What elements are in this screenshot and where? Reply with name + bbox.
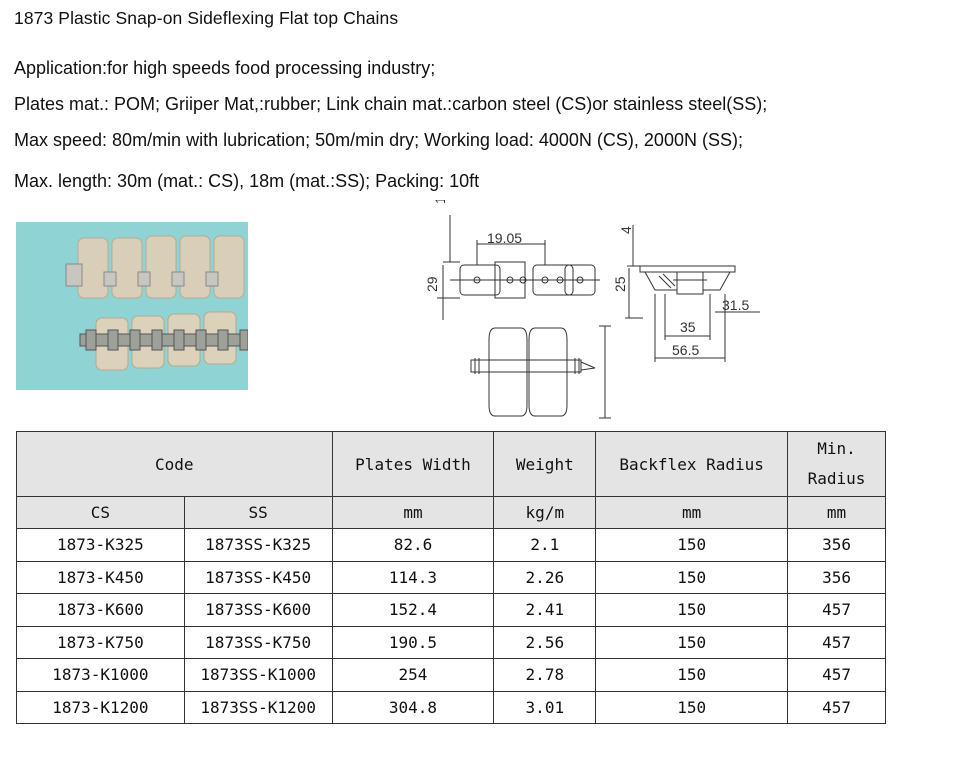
spec-length-packing: Max. length: 30m (mat.: CS), 18m (mat.:SS); Packing: 10ft (14, 171, 480, 191)
chain-photo-illustration (16, 222, 248, 390)
cell-backflex-radius: 150 (596, 594, 788, 627)
spec-materials: Plates mat.: POM; Griiper Mat,:rubber; Link chain mat.:carbon steel (CS)or stainless steel(SS); (14, 94, 768, 114)
dim-4: 4 (618, 226, 634, 234)
header-plates-width: Plates Width (332, 432, 494, 497)
cell-min-radius: 457 (788, 594, 886, 627)
subheader-cs: CS (17, 497, 185, 529)
cell-plates-width: 304.8 (332, 691, 494, 724)
dim-29: 29 (424, 276, 440, 292)
cell-cs-code: 1873-K600 (17, 594, 185, 627)
dim-25: 25 (612, 276, 628, 292)
cell-backflex-radius: 150 (596, 659, 788, 692)
cell-min-radius: 457 (788, 691, 886, 724)
table-row (17, 561, 886, 594)
dim-56-5: 56.5 (672, 342, 700, 358)
cell-plates-width: 254 (332, 659, 494, 692)
subheader-ss: SS (184, 497, 332, 529)
specification-table (16, 431, 886, 724)
cell-min-radius: 356 (788, 561, 886, 594)
cell-weight: 2.41 (494, 594, 596, 627)
table-row (17, 659, 886, 692)
cell-weight: 2.56 (494, 626, 596, 659)
cell-ss-code: 1873SS-K450 (184, 561, 332, 594)
dim-14-3 (432, 200, 448, 204)
cell-cs-code: 1873-K750 (17, 626, 185, 659)
cell-ss-code: 1873SS-K325 (184, 529, 332, 562)
table-row (17, 626, 886, 659)
subheader-backflex-unit: mm (596, 497, 788, 529)
cell-cs-code: 1873-K325 (17, 529, 185, 562)
cell-plates-width: 82.6 (332, 529, 494, 562)
cell-cs-code: 1873-K1200 (17, 691, 185, 724)
cell-cs-code: 1873-K450 (17, 561, 185, 594)
cell-backflex-radius: 150 (596, 626, 788, 659)
subheader-plates-width-unit: mm (332, 497, 494, 529)
cell-ss-code: 1873SS-K750 (184, 626, 332, 659)
cell-ss-code: 1873SS-K600 (184, 594, 332, 627)
cell-min-radius: 356 (788, 529, 886, 562)
table-row (17, 529, 886, 562)
cell-ss-code: 1873SS-K1000 (184, 659, 332, 692)
technical-drawing (415, 200, 765, 420)
cell-plates-width: 114.3 (332, 561, 494, 594)
spec-speed-load: Max speed: 80m/min with lubrication; 50m/min dry; Working load: 4000N (CS), 2000N (SS); (14, 130, 743, 150)
cell-min-radius: 457 (788, 626, 886, 659)
spec-application: Application:for high speeds food processing industry; (14, 58, 436, 78)
dim-35: 35 (680, 319, 696, 335)
cell-ss-code: 1873SS-K1200 (184, 691, 332, 724)
table-row (17, 594, 886, 627)
cell-plates-width: 190.5 (332, 626, 494, 659)
table-row (17, 691, 886, 724)
cell-plates-width: 152.4 (332, 594, 494, 627)
cell-weight: 2.1 (494, 529, 596, 562)
header-weight: Weight (494, 432, 596, 497)
cell-weight: 2.26 (494, 561, 596, 594)
cell-backflex-radius: 150 (596, 561, 788, 594)
cell-min-radius: 457 (788, 659, 886, 692)
cell-cs-code: 1873-K1000 (17, 659, 185, 692)
plates-top-view (471, 326, 611, 418)
cell-weight: 2.78 (494, 659, 596, 692)
header-min-radius (788, 432, 886, 497)
header-min-radius-line2: Radius (807, 469, 866, 488)
page-title: 1873 Plastic Snap-on Sideflexing Flat top Chains (14, 8, 399, 28)
table-subheader-row (17, 497, 886, 529)
chain-photo (16, 222, 248, 390)
cell-weight: 3.01 (494, 691, 596, 724)
header-code: Code (17, 432, 333, 497)
header-min-radius-line1: Min. (817, 439, 856, 458)
subheader-min-radius-unit: mm (788, 497, 886, 529)
header-backflex-radius: Backflex Radius (596, 432, 788, 497)
cell-backflex-radius: 150 (596, 691, 788, 724)
dim-19-05: 19.05 (487, 230, 523, 246)
dim-31-5: 31.5 (722, 297, 750, 313)
table-header-row (17, 432, 886, 497)
cell-backflex-radius: 150 (596, 529, 788, 562)
subheader-weight-unit: kg/m (494, 497, 596, 529)
